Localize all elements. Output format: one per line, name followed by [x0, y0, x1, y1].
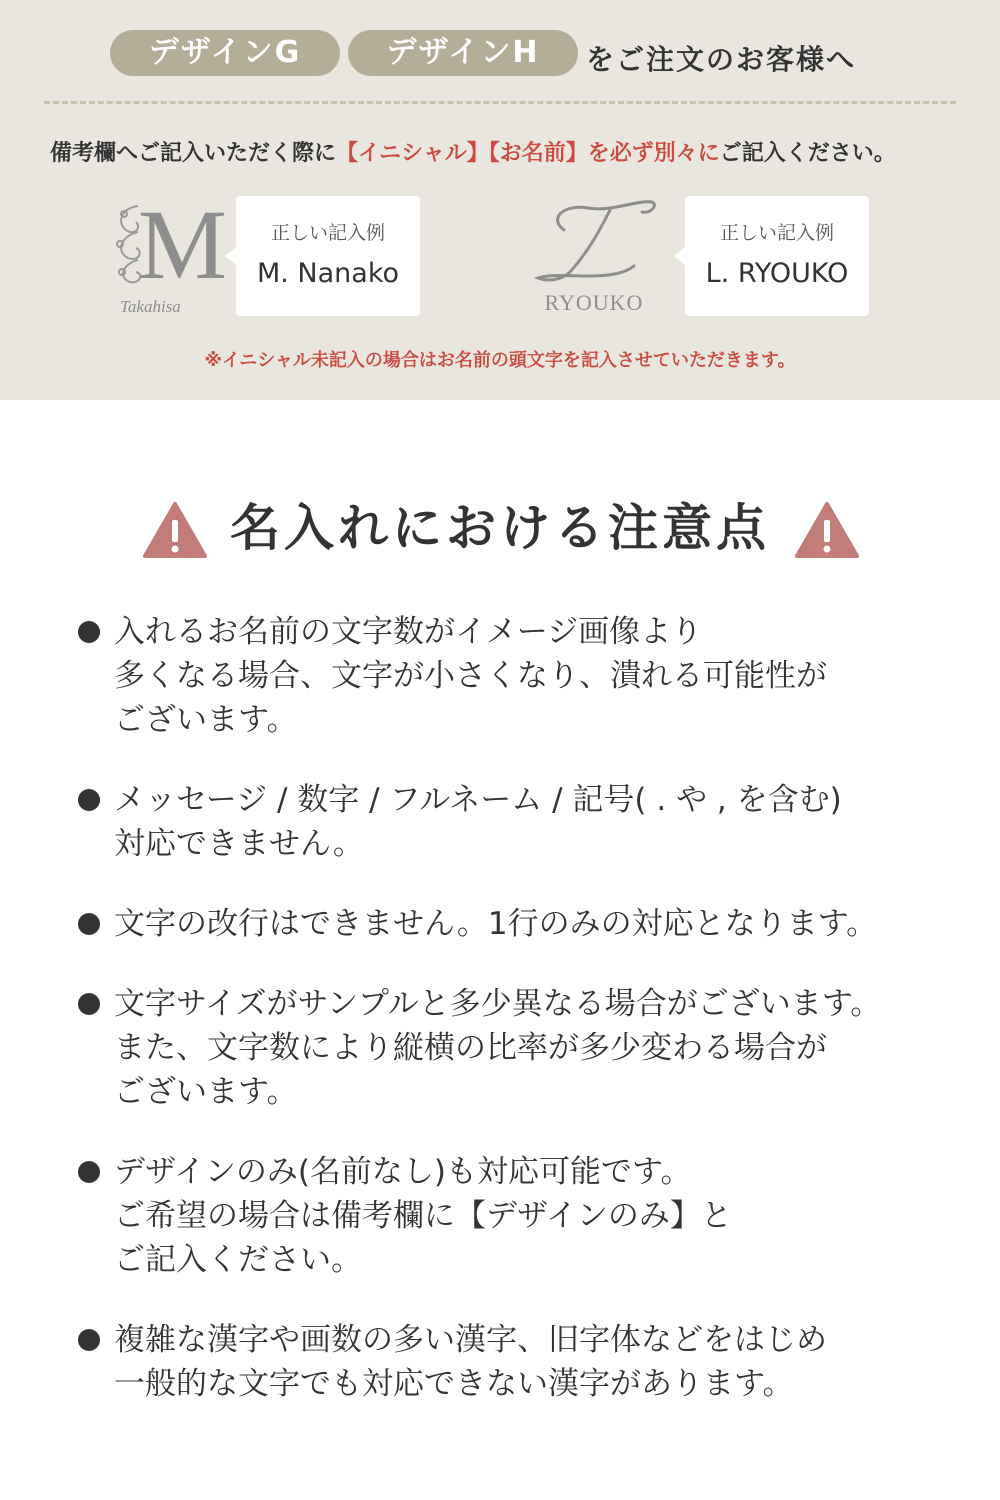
- caution-item: [76, 982, 956, 1114]
- monogram-l-name: RYOUKO: [544, 290, 644, 315]
- example-card-1: [236, 196, 420, 316]
- monogram-l-image: [528, 190, 660, 320]
- caution-item: [76, 610, 956, 742]
- caution-line: 文字の改行はできません。1行のみの対応となります。: [114, 906, 878, 942]
- bullet-icon: [78, 621, 100, 643]
- section-header: [0, 496, 1000, 560]
- warning-icon: [795, 502, 859, 558]
- caution-line: 多くなる場合、文字が小さくなり、潰れる可能性が: [114, 658, 827, 694]
- monogram-l-letter: L: [528, 190, 529, 191]
- initial-footnote: ※イニシャル未記入の場合はお名前の頭文字を記入させていただきます。: [204, 350, 796, 371]
- notice-post: ご記入ください。: [719, 141, 896, 166]
- caution-line: ございます。: [114, 702, 298, 738]
- dashed-divider: [44, 101, 956, 104]
- bullet-icon: [78, 1329, 100, 1351]
- design-h-badge: デザインH: [348, 30, 578, 76]
- bullet-icon: [78, 913, 100, 935]
- bullet-icon: [78, 789, 100, 811]
- example-label: 正しい記入例: [719, 222, 834, 244]
- section-title: 名入れにおける注意点: [230, 499, 770, 557]
- example-value: M. Nanako: [256, 258, 400, 289]
- example-value: L. RYOUKO: [705, 258, 849, 289]
- caution-line: ご希望の場合は備考欄に【デザインのみ】と: [114, 1198, 732, 1234]
- caution-line: また、文字数により縦横の比率が多少変わる場合が: [114, 1030, 827, 1066]
- caution-line: 一般的な文字でも対応できない漢字があります。: [114, 1366, 794, 1402]
- caution-line: 文字サイズがサンプルと多少異なる場合がございます。: [114, 986, 882, 1022]
- bullet-icon: [78, 993, 100, 1015]
- monogram-m-letter: M: [138, 189, 227, 300]
- caution-line: ご記入ください。: [114, 1242, 362, 1278]
- caution-line: 入れるお名前の文字数がイメージ画像より: [114, 614, 703, 650]
- warning-icon: [143, 502, 207, 558]
- example-card-2: [685, 196, 869, 316]
- example-label: 正しい記入例: [270, 222, 385, 244]
- caution-list: [76, 610, 956, 1406]
- caution-item: [76, 1150, 956, 1282]
- caution-line: 対応できません。: [114, 826, 364, 862]
- caution-item: [76, 902, 956, 946]
- entry-notice: [50, 136, 896, 167]
- floral-ornament: [117, 206, 140, 282]
- monogram-m-name: Takahisa: [120, 297, 181, 316]
- caution-line: デザインのみ(名前なし)も対応可能です。: [114, 1154, 692, 1190]
- design-g-badge: デザインG: [110, 30, 340, 76]
- header-suffix: をご注文のお客様へ: [586, 43, 857, 76]
- caution-line: メッセージ / 数字 / フルネーム / 記号( . や , を含む): [114, 782, 842, 818]
- caution-line: ございます。: [114, 1074, 298, 1110]
- script-letter-strokes: [538, 202, 654, 280]
- caution-line: 複雑な漢字や画数の多い漢字、旧字体などをはじめ: [114, 1322, 827, 1358]
- info-band: [0, 0, 1000, 400]
- monogram-m-image: [108, 189, 227, 320]
- notice-pre: 備考欄へご記入いただく際に: [50, 141, 337, 166]
- caution-item: [76, 1318, 956, 1406]
- caution-item: [76, 778, 956, 866]
- notice-highlight: 【イニシャル】【お名前】を必ず別々に: [336, 141, 720, 166]
- bullet-icon: [78, 1161, 100, 1183]
